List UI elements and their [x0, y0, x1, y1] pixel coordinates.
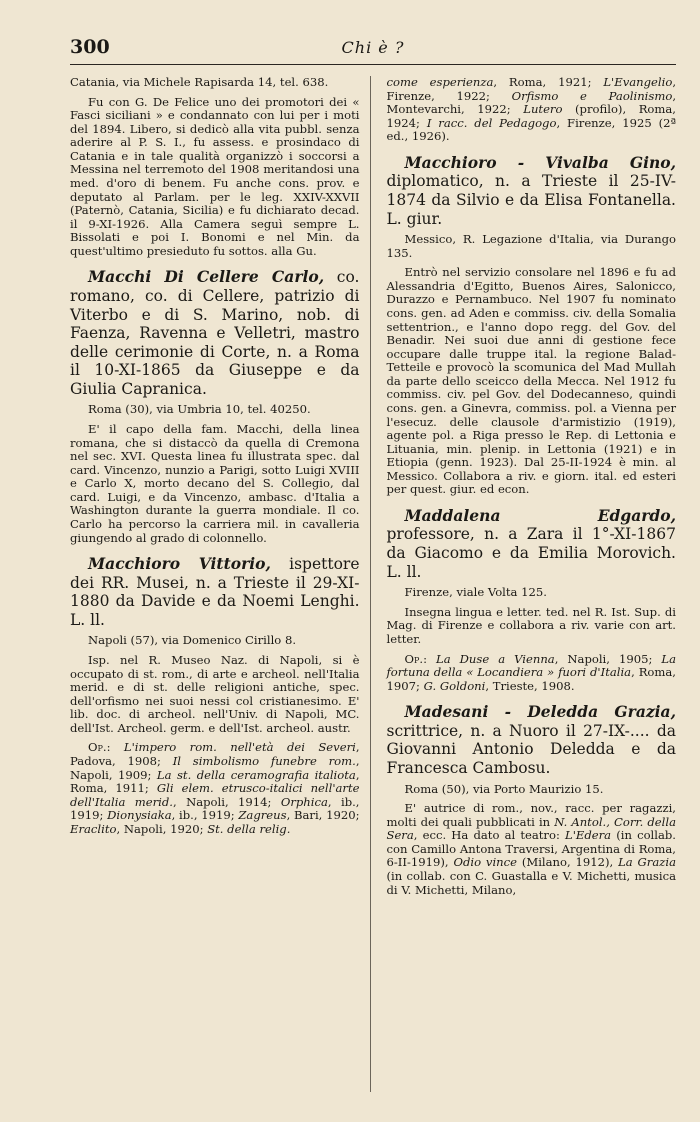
running-title: Chi è ?	[341, 38, 405, 57]
entry-heading	[387, 703, 677, 777]
entry-paragraph: Messico, R. Legazione d'Italia, via Durango 135.	[386, 232, 676, 260]
entry-description: co. romano, co. di Cellere, patrizio di Viterbo e di S. Marino, nob. di Faenza, Ravenna e Velletri, mastro delle cerimonie di Corte, n. a Roma il 10-XI-1865 da Giuseppe e da Giulia Capranica.	[70, 268, 360, 398]
entry-name: Maddalena Edgardo,	[404, 505, 676, 525]
entry-description: scrittrice, n. a Nuoro il 27-IX-.... da Giovanni Antonio Deledda e da Francesca Cambosu.	[386, 721, 676, 777]
entry-paragraph: Firenze, viale Volta 125.	[404, 585, 547, 600]
entry-heading	[70, 268, 360, 398]
entry-heading	[387, 154, 677, 228]
entry-paragraph: Roma (30), via Umbria 10, tel. 40250.	[88, 402, 311, 417]
works-list	[70, 741, 360, 836]
continued-paragraph: come esperienza, Roma, 1921; L'Evangelio, Firenze, 1922; Orfismo e Paolinismo, Montevarchi, 1922; Lutero (profilo), Roma, 1924; I racc. del Pedagogo, Firenze, 1925 (2ª ed., 1926).	[386, 75, 676, 144]
page-number: 300	[70, 36, 110, 58]
works-label: Op.:	[404, 651, 427, 666]
entry-paragraph: Insegna lingua e letter. ted. nel R. Ist. Sup. di Mag. di Firenze e collabora a riv. varie con art. letter.	[386, 604, 676, 646]
entry-name: Macchioro Vittorio,	[88, 554, 271, 574]
entry-name: Madesani - Deledda Grazia,	[404, 702, 676, 722]
entry-paragraph: Fu con G. De Felice uno dei promotori dei « Fasci siciliani » e condannato con lui per i moti del 1894. Libero, si dedicò alla vita pubbl. senza aderire al P. S. I., fu assess. e prosindaco di Catania e in tale qualità organizzò i soccorsi a Messina nel terremoto del 1908 meritandosi una med. d'oro di benem. Fu anche cons. prov. e deputato al Parlam. per le leg. XXIV-XXVII (Paternò, Catania, Sicilia) e fu dichiarato decad. il 9-XI-1926. Alla Camera seguì sempre L. Bissolati e poi I. Bonomi e nel Min. da quest'ultimo presieduto fu sottos. alla Gu.	[70, 94, 360, 258]
entry-paragraph: Isp. nel R. Museo Naz. di Napoli, si è occupato di st. rom., di arte e archeol. nell'Italia merid. e di st. delle religioni antiche, spec. dell'orfismo nei suoi nessi col cristianesimo. E' lib. doc. di archeol. nell'Univ. di Napoli, MC. dell'Ist. Archeol. germ. e dell'Ist. archeol. austr.	[70, 653, 360, 735]
entry-paragraph: E' autrice di rom., nov., racc. per ragazzi, molti dei quali pubblicati in N. Antol., Corr. della Sera, ecc. Ha dato al teatro: L'Edera (in collab. con Camillo Antona Traversi, Argentina di Roma, 6-II-1919), Odio vince (Milano, 1912), La Grazia (in collab. con C. Guastalla e V. Michetti, musica di V. Michetti, Milano,	[386, 801, 676, 897]
entry-heading	[70, 555, 360, 629]
entry-heading	[387, 507, 677, 581]
entry-description: ispettore dei RR. Musei, n. a Trieste il 29-XI-1880 da Davide e da Noemi Lenghi. L. ll.	[70, 555, 360, 629]
works-list	[387, 653, 677, 694]
header-rule	[70, 64, 676, 65]
text-columns	[70, 76, 676, 1092]
entry-paragraph: Entrò nel servizio consolare nel 1896 e fu ad Alessandria d'Egitto, Buenos Aires, Salonicco, Durazzo e Pernambuco. Nel 1907 fu nominato cons. gen. ad Aden e commiss. civ. della Somalia settentrion., e l'anno dopo regg. del Gov. del Benadir. Nei suoi due anni di gestione fece occupare dalle truppe ital. la regione Balad-Tetteile e provocò la scomunica del Mad Mullah da parte dello sceicco della Mecca. Nel 1912 fu commiss. civ. pel Gov. del Dodecanneso, quindi cons. gen. a Ginevra, commiss. pol. a Vienna per l'esecuz. delle clausole d'armistizio (1919), agente pol. a Riga presso le Rep. di Lettonia e Lituania, min. plenip. in Lettonia (1921) e in Etiopia (genn. 1923). Dal 25-II-1924 è min. al Messico. Collabora a riv. e giorn. ital. ed esteri per quest. giur. ed econ.	[386, 265, 676, 497]
entry-paragraph: Napoli (57), via Domenico Cirillo 8.	[88, 633, 297, 648]
works-text: L'impero rom. nell'età dei Severi, Padova, 1908; Il simbolismo funebre rom., Napoli, 1909; La st. della ceramografia italiota, Roma, 1911; Gli elem. etrusco-italici nell'arte dell'Italia merid., Napoli, 1914; Orphica, ib., 1919; Dionysiaka, ib., 1919; Zagreus, Bari, 1920; Eraclito, Napoli, 1920; St. della relig.	[70, 740, 360, 836]
works-label: Op.:	[88, 740, 111, 755]
page-header	[70, 36, 676, 60]
entry-paragraph: E' il capo della fam. Macchi, della linea romana, che si distaccò da quella di Cremona nel sec. XVI. Questa linea fu illustrata spec. dal card. Vincenzo, nunzio a Parigi, sotto Luigi XVIII e Carlo X, morto decano del S. Collegio, dal card. Luigi, e da Vincenzo, ambasc. d'Italia a Washington durante la guerra mondiale. Il co. Carlo ha percorso la carriera mil. in cavalleria giungendo al grado di colonnello.	[70, 422, 360, 545]
entry-description: diplomatico, n. a Trieste il 25-IV-1874 da Silvio e da Elisa Fontanella. L. giur.	[386, 172, 676, 228]
right-column	[385, 76, 677, 1092]
entry-description: professore, n. a Zara il 1°-XI-1867 da Giacomo e da Emilia Morovich. L. ll.	[386, 525, 676, 581]
entry-name: Macchioro - Vivalba Gino,	[404, 152, 676, 172]
entry-name: Macchi Di Cellere Carlo,	[88, 267, 325, 287]
entry-paragraph: Roma (50), via Porto Maurizio 15.	[404, 781, 604, 796]
left-column	[70, 76, 371, 1092]
continued-paragraph: Catania, via Michele Rapisarda 14, tel. 638.	[70, 75, 329, 89]
works-text: La Duse a Vienna, Napoli, 1905; La fortuna della « Locandiera » fuori d'Italia, Roma, 1907; G. Goldoni, Trieste, 1908.	[386, 651, 676, 693]
